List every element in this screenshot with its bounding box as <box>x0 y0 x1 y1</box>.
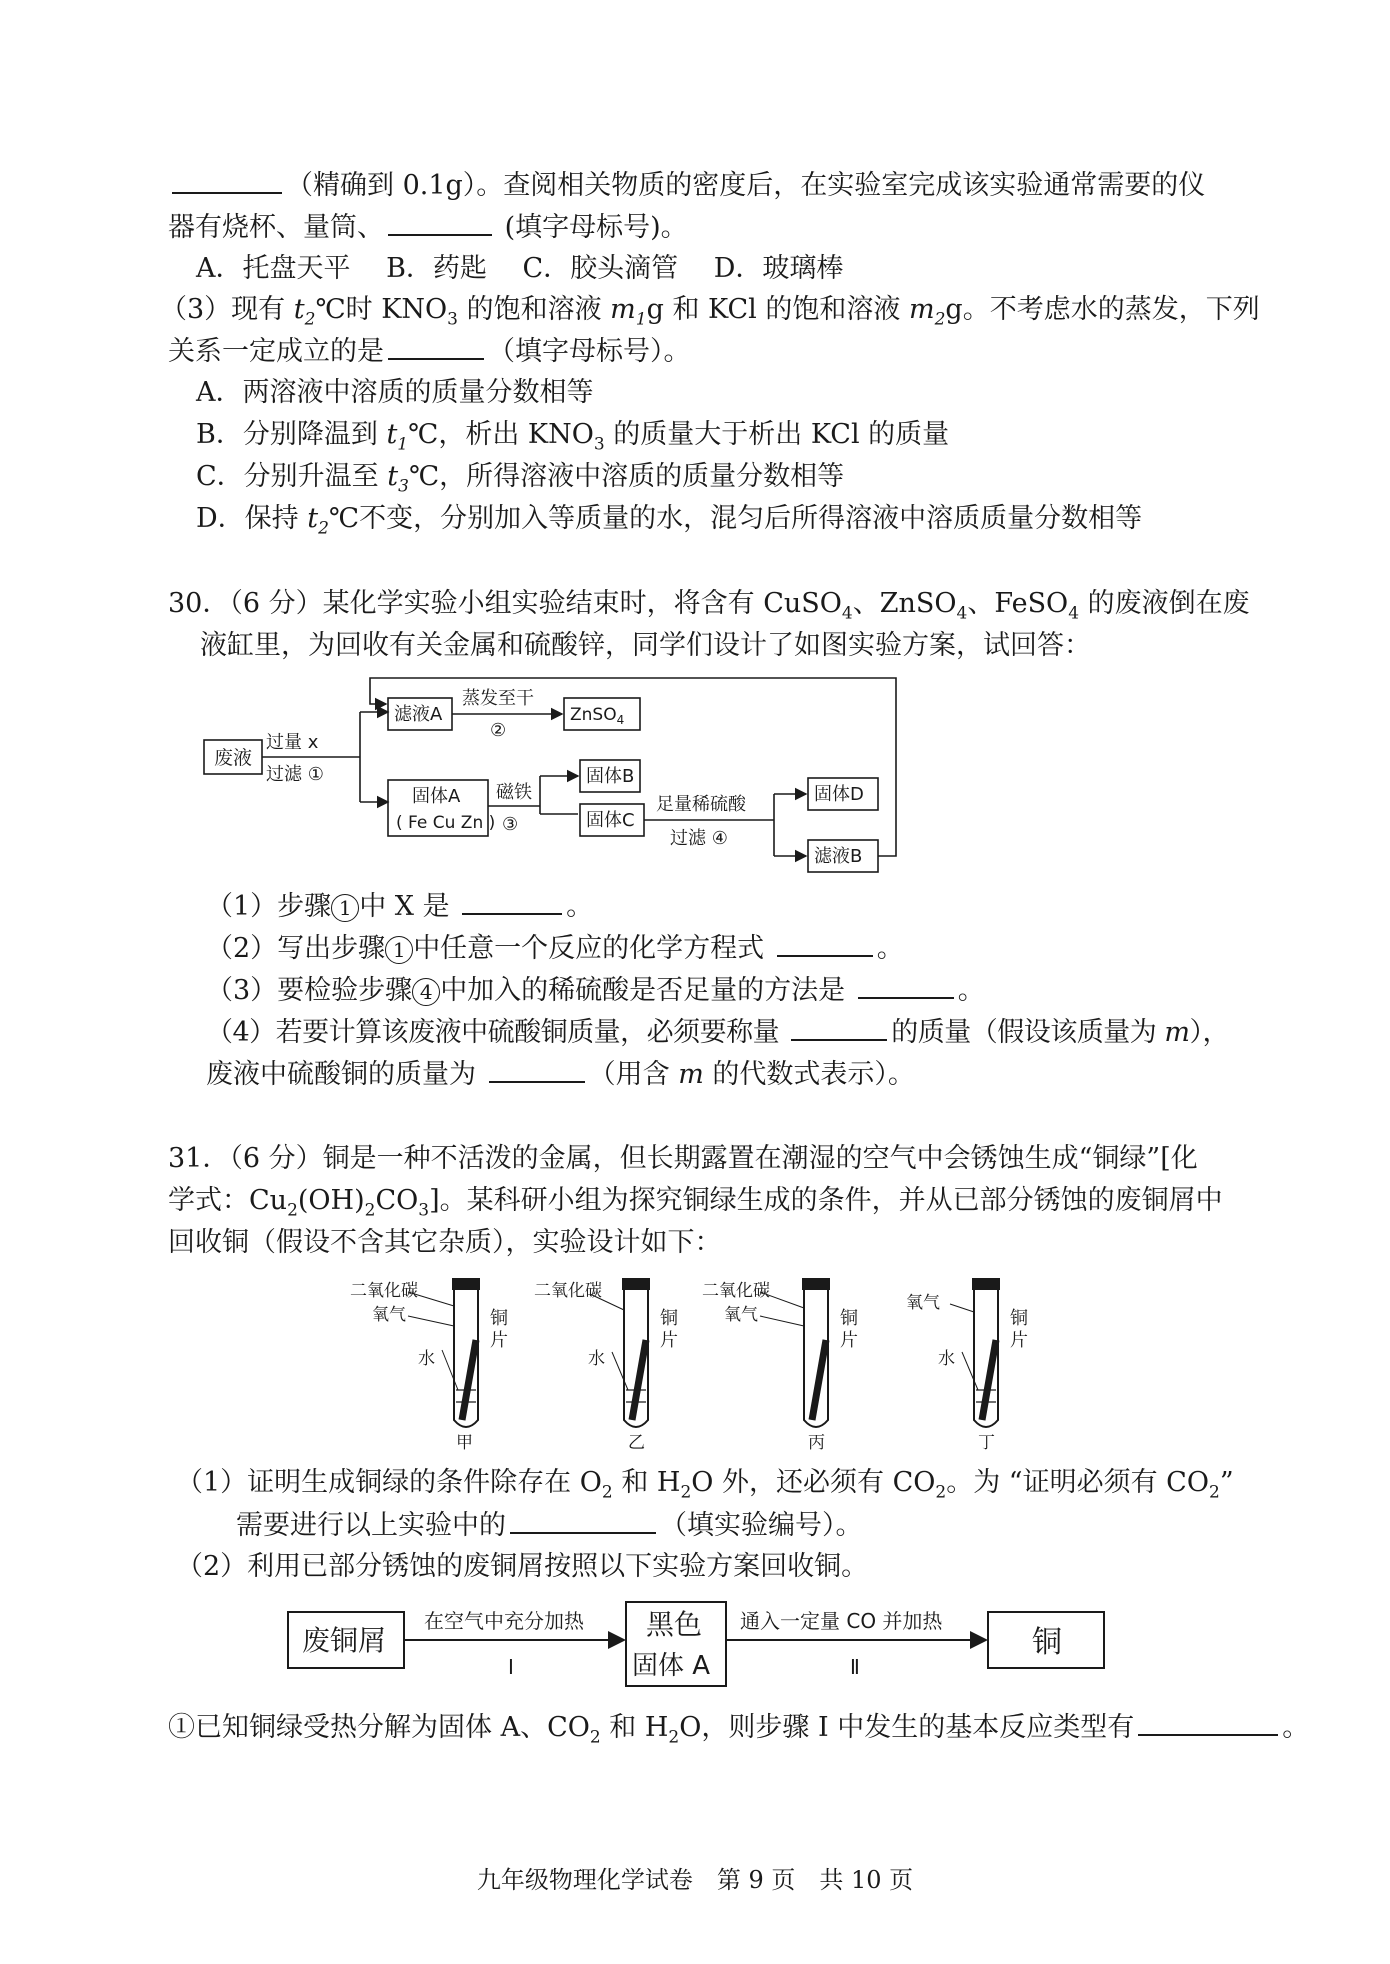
tube-jia <box>350 1278 508 1450</box>
tube-bing <box>702 1278 858 1450</box>
answer-blank[interactable] <box>777 931 873 957</box>
label-bing: 丙 <box>808 1433 825 1450</box>
label-copper: 铜 <box>660 1308 678 1329</box>
answer-blank[interactable] <box>388 210 492 236</box>
answer-blank[interactable] <box>858 973 954 999</box>
label-step-i: I <box>508 1655 514 1679</box>
label-copper: 铜 <box>840 1308 858 1329</box>
label-solid-c: 固体C <box>586 810 635 831</box>
label-solid-a-composition: ( Fe Cu Zn ) <box>396 813 496 833</box>
answer-blank[interactable] <box>1138 1710 1278 1736</box>
label-step-2: ② <box>490 720 507 741</box>
label-sheet: 片 <box>660 1330 678 1351</box>
q30-flow-diagram <box>200 674 920 874</box>
label-znso4: ZnSO$_4$ <box>570 705 625 727</box>
q31-flow-diagram <box>286 1594 1116 1694</box>
label-filtrate-a: 滤液A <box>394 704 443 725</box>
label-sheet: 片 <box>1010 1330 1028 1351</box>
label-filter-1: 过滤 ① <box>266 764 324 785</box>
label-scrap: 废铜屑 <box>302 1624 387 1657</box>
label-water: 水 <box>588 1349 605 1369</box>
label-waste: 废液 <box>214 747 253 769</box>
q31-part1-line1: （1）证明生成铜绿的条件除存在 $O_2$ 和 $H_2O$ 外，还必须有 $CO_2$。为 “证明必须有 $CO_2$” <box>176 1467 1234 1503</box>
q29-option-c: C．分别升温至 $t_3℃$，所得溶液中溶质的质量分数相等 <box>196 461 845 497</box>
q30-stem-line2: 液缸里，为回收有关金属和硫酸锌，同学们设计了如图实验方案，试回答： <box>200 630 1091 661</box>
answer-blank[interactable] <box>172 168 282 194</box>
q31-part1-line2: 需要进行以上实验中的 （填实验编号）。 <box>236 1510 863 1541</box>
label-jia: 甲 <box>456 1433 473 1450</box>
label-copper: 铜 <box>490 1308 508 1329</box>
q30-part3: （3）要检验步骤 4 中加入的稀硫酸是否足量的方法是 。 <box>206 975 985 1006</box>
label-o2: 氧气 <box>724 1305 758 1325</box>
label-filtrate-b: 滤液B <box>814 846 863 867</box>
label-sheet: 片 <box>840 1330 858 1351</box>
answer-blank[interactable] <box>791 1015 887 1041</box>
label-yi: 乙 <box>628 1433 645 1450</box>
label-co2: 二氧化碳 <box>350 1281 418 1301</box>
label-dilute-acid: 足量稀硫酸 <box>656 794 746 815</box>
answer-blank[interactable] <box>510 1508 656 1534</box>
label-co2: 二氧化碳 <box>702 1281 770 1301</box>
q30-stem-line1: 30．（6 分）某化学实验小组实验结束时，将含有 CuSO$_4$、ZnSO$_4$、FeSO$_4$ 的废液倒在废 <box>168 588 1250 624</box>
q29-option-a: A．两溶液中溶质的质量分数相等 <box>196 377 594 408</box>
q29-option-b: B．分别降温到 $t_1℃$，析出 $KNO_3$ 的质量大于析出 KCl 的质量 <box>196 419 950 455</box>
q30-part2: （2）写出步骤 1 中任意一个反应的化学方程式 。 <box>206 933 904 964</box>
label-water: 水 <box>938 1349 955 1369</box>
label-solid-d: 固体D <box>814 784 864 805</box>
q31-part2-sub1: ①已知铜绿受热分解为固体 A、$CO_2$ 和 $H_2O$，则步骤 I 中发生的基本反应类型有 。 <box>168 1712 1310 1748</box>
answer-blank[interactable] <box>462 889 562 915</box>
label-solid-a: 固体 A <box>632 1651 711 1681</box>
q29-line1: （精确到 0.1g）。查阅相关物质的密度后，在实验室完成该实验通常需要的仪 <box>168 168 1205 203</box>
q29-options: A．托盘天平 B．药匙 C．胶头滴管 D．玻璃棒 <box>196 253 844 284</box>
q31-test-tubes <box>350 1270 1050 1450</box>
q29-part3-line2: 关系一定成立的是 （填字母标号）。 <box>168 336 691 367</box>
label-black: 黑色 <box>646 1608 703 1641</box>
q31-stem-line1: 31．（6 分）铜是一种不活泼的金属，但长期露置在潮湿的空气中会锈蚀生成“铜绿”[化 <box>168 1143 1198 1174</box>
circled-4: 4 <box>412 978 440 1006</box>
q31-stem-line3: 回收铜（假设不含其它杂质），实验设计如下： <box>168 1227 722 1258</box>
label-co2: 二氧化碳 <box>534 1281 602 1301</box>
answer-blank[interactable] <box>489 1057 585 1083</box>
tube-ding <box>906 1278 1028 1450</box>
q30-part4-line2: 废液中硫酸铜的质量为 （用含 m 的代数式表示）。 <box>206 1059 915 1090</box>
label-copper: 铜 <box>1010 1308 1028 1329</box>
label-water: 水 <box>418 1349 435 1369</box>
circled-1: 1 <box>331 894 359 922</box>
q31-part2: （2）利用已部分锈蚀的废铜屑按照以下实验方案回收铜。 <box>176 1551 869 1582</box>
label-solid-b: 固体B <box>586 766 635 787</box>
label-magnet: 磁铁 <box>496 782 532 803</box>
circled-1: 1 <box>385 936 413 964</box>
q29-line2: 器有烧杯、量筒、 (填字母标号)。 <box>168 212 688 243</box>
label-ding: 丁 <box>978 1433 995 1450</box>
label-o2: 氧气 <box>906 1293 940 1313</box>
label-co-heat: 通入一定量 CO 并加热 <box>740 1609 943 1633</box>
label-solid-a: 固体A <box>412 786 461 807</box>
tube-yi <box>534 1278 678 1450</box>
answer-blank[interactable] <box>388 334 484 360</box>
page-footer: 九年级物理化学试卷 第 9 页 共 10 页 <box>476 1866 914 1894</box>
label-heat-in-air: 在空气中充分加热 <box>424 1609 584 1633</box>
q30-part1: （1）步骤 1 中 X 是 。 <box>206 891 594 922</box>
label-evaporate: 蒸发至干 <box>462 688 534 709</box>
q31-stem-line2: 学式：$Cu_2(OH)_2CO_3$]。某科研小组为探究铜绿生成的条件，并从已部分锈蚀的废铜屑中 <box>168 1185 1223 1221</box>
label-step-ii: Ⅱ <box>850 1655 860 1679</box>
label-step-3: ③ <box>502 814 519 835</box>
label-excess-x: 过量 x <box>266 732 319 753</box>
label-o2: 氧气 <box>372 1305 406 1325</box>
q30-part4-line1: （4）若要计算该废液中硫酸铜质量，必须要称量 的质量（假设该质量为 m）， <box>206 1017 1229 1048</box>
q29-option-d: D．保持 $t_2℃$不变，分别加入等质量的水，混匀后所得溶液中溶质质量分数相等 <box>196 503 1143 539</box>
q29-part3-line1: （3）现有 $t_2℃$时 $KNO_3$ 的饱和溶液 $m_1g$ 和 KCl 的饱和溶液 $m_2g$。不考虑水的蒸发，下列 <box>160 294 1260 330</box>
label-sheet: 片 <box>490 1330 508 1351</box>
label-filter-4: 过滤 ④ <box>670 828 728 849</box>
label-copper: 铜 <box>1032 1625 1062 1660</box>
